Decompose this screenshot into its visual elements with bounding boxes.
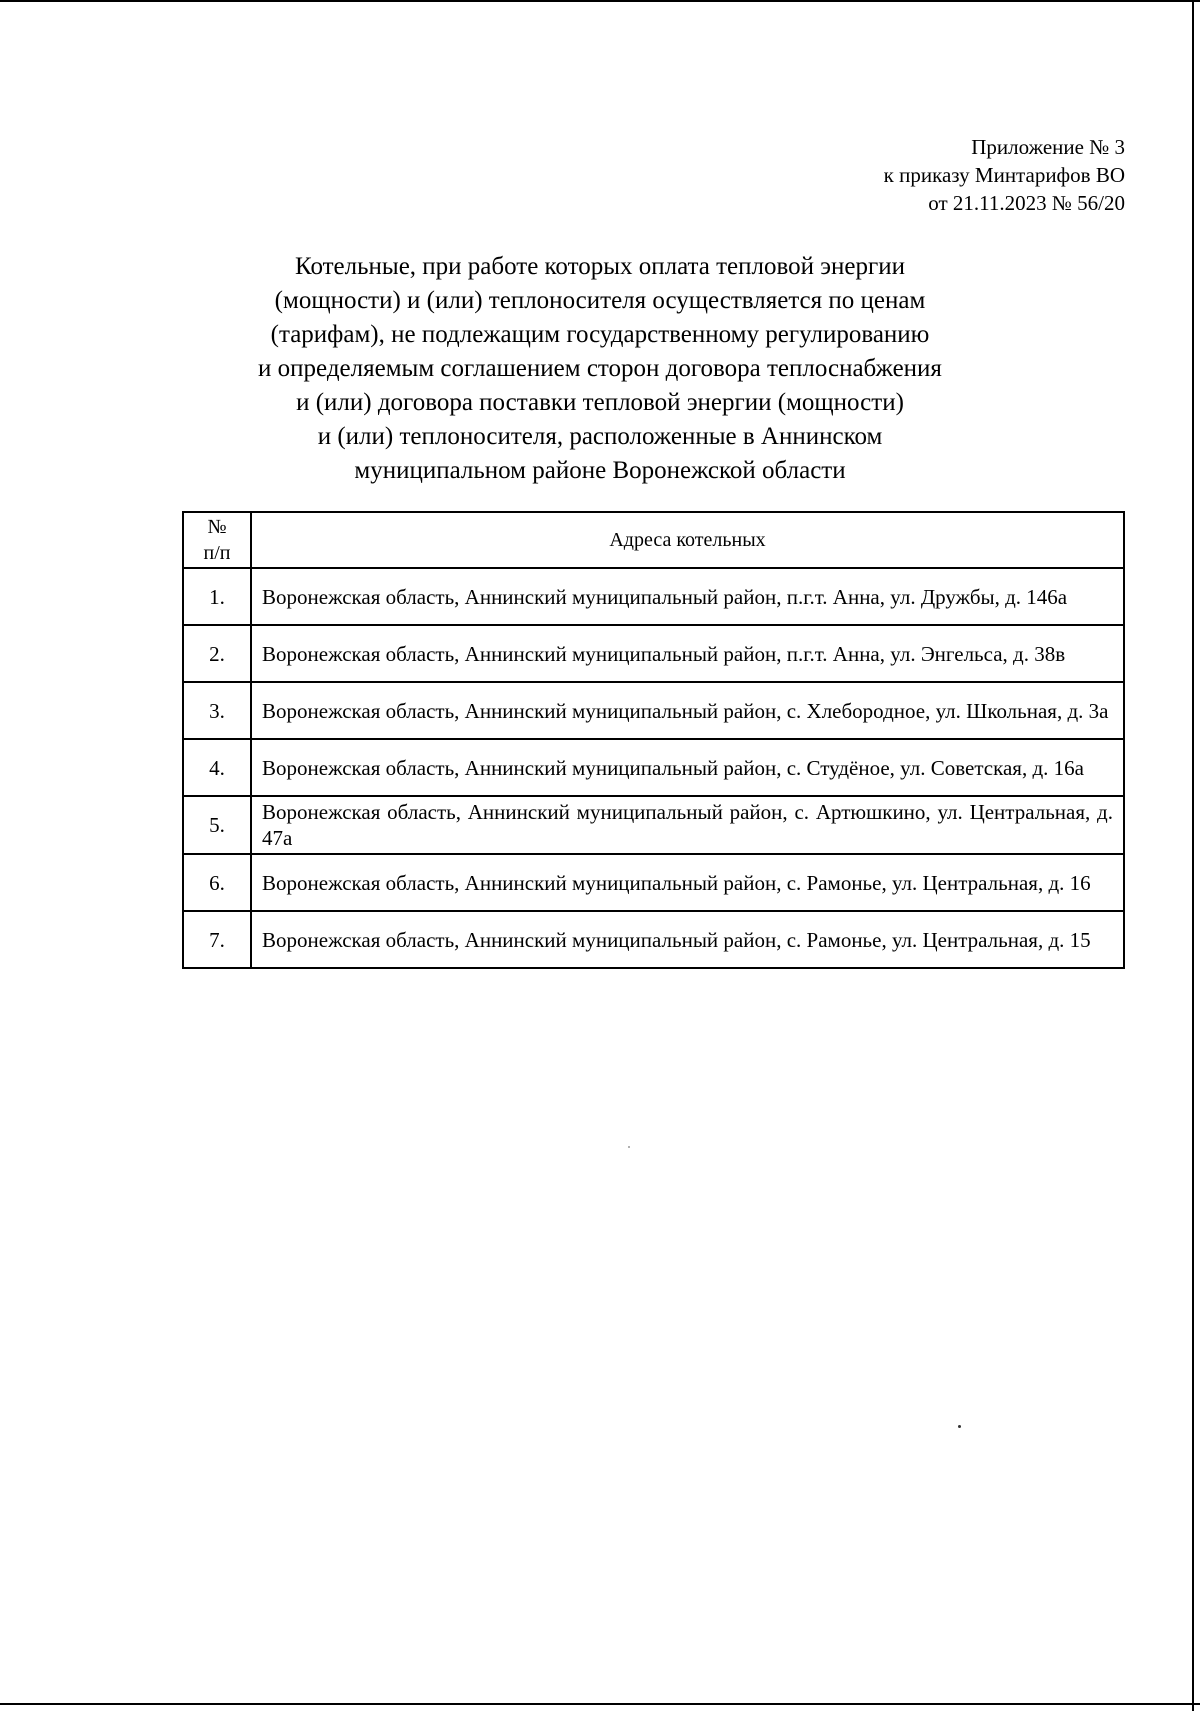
title-line: и (или) теплоносителя, расположенные в Аннинском [317,423,883,450]
row-number: 1. [183,568,251,625]
column-header-number-abbr: п/п [203,542,231,564]
row-number: 3. [183,682,251,739]
row-address: Воронежская область, Аннинский муниципальный район, п.г.т. Анна, ул. Энгельса, д. 38в [251,625,1124,682]
table-row [183,739,1124,796]
title-line: (тарифам), не подлежащим государственному регулированию [270,321,930,348]
table-row [183,682,1124,739]
title-line: Котельные, при работе которых оплата тепловой энергии [295,253,905,280]
scan-edge-top [0,0,1200,2]
document-title [160,250,1040,488]
appendix-header [884,133,1125,217]
row-number: 4. [183,739,251,796]
appendix-order-date: от 21.11.2023 № 56/20 [928,191,1125,215]
column-header-address: Адреса котельных [251,512,1124,568]
appendix-number: Приложение № 3 [971,135,1125,159]
table-header-row [183,512,1124,568]
row-address: Воронежская область, Аннинский муниципальный район, п.г.т. Анна, ул. Дружбы, д. 146а [251,568,1124,625]
row-address: Воронежская область, Аннинский муниципальный район, с. Студёное, ул. Советская, д. 16а [251,739,1124,796]
row-address: Воронежская область, Аннинский муниципальный район, с. Рамонье, ул. Центральная, д. 15 [251,911,1124,968]
title-line: муниципальном районе Воронежской области [354,457,846,484]
row-address: Воронежская область, Аннинский муниципальный район, с. Артюшкино, ул. Центральная, д. 47а [251,796,1124,854]
scan-edge-bottom [0,1703,1200,1705]
row-address: Воронежская область, Аннинский муниципальный район, с. Хлебородное, ул. Школьная, д. 3а [251,682,1124,739]
scan-edge-right [1192,0,1194,1711]
table-row [183,911,1124,968]
table-row [183,568,1124,625]
table-row [183,625,1124,682]
row-address: Воронежская область, Аннинский муниципальный район, с. Рамонье, ул. Центральная, д. 16 [251,854,1124,911]
table-row [183,854,1124,911]
column-header-number [183,512,251,568]
boiler-address-table [182,511,1125,969]
title-line: (мощности) и (или) теплоносителя осуществляется по ценам [274,287,926,314]
scan-speck [958,1425,961,1428]
appendix-order-ref: к приказу Минтарифов ВО [883,163,1125,187]
row-number: 2. [183,625,251,682]
scan-speck [628,1146,630,1148]
title-line: и определяемым соглашением сторон договора теплоснабжения [258,355,942,382]
row-number: 6. [183,854,251,911]
row-number: 7. [183,911,251,968]
row-number: 5. [183,796,251,854]
table-row [183,796,1124,854]
title-line: и (или) договора поставки тепловой энергии (мощности) [296,389,904,416]
column-header-number-symbol: № [207,516,227,538]
